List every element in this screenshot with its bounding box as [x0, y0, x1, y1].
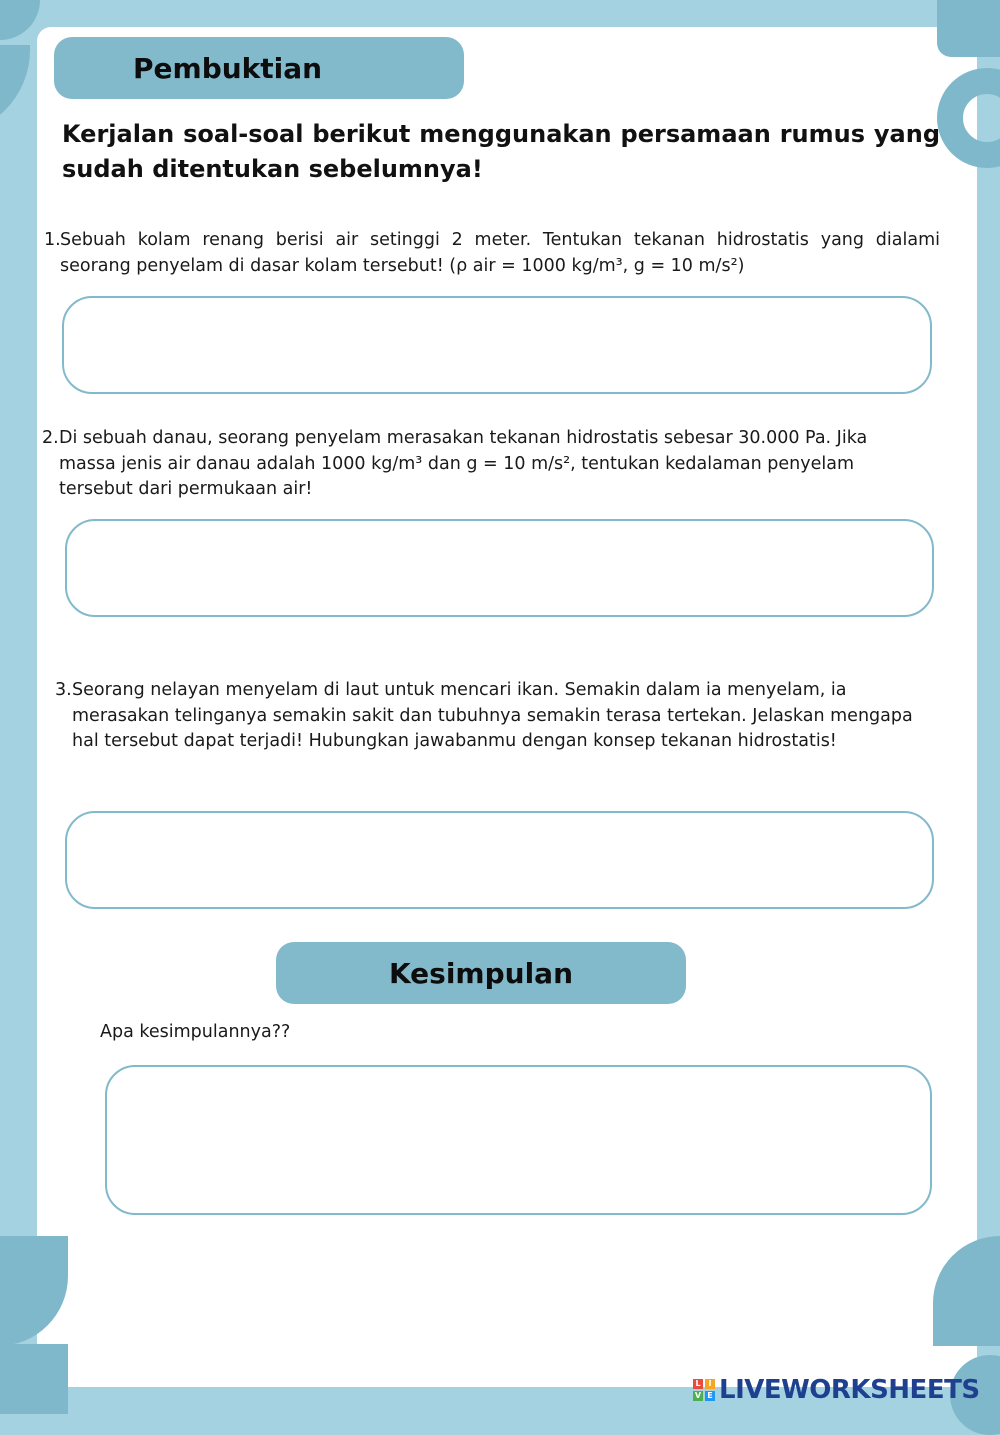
question-1 — [44, 228, 940, 279]
question-2 — [42, 426, 922, 503]
logo-mark-tile: I — [705, 1379, 715, 1389]
corner-decoration-top-left-arc — [0, 45, 30, 135]
question-number: 2. — [42, 428, 59, 448]
logo-mark-tile: V — [694, 1391, 702, 1400]
logo-text: LIVEWORKSHEETS — [719, 1375, 980, 1405]
section-header-pembuktian: Pembuktian — [54, 37, 464, 99]
question-text: Seorang nelayan menyelam di laut untuk mencari ikan. Semakin dalam ia menyelam, ia merasakan telinganya semakin sakit dan tubuhnya semakin terasa tertekan. Jelaskan mengapa hal tersebut dapat terjadi! Hubungkan jawabanmu dengan konsep tekanan hidrostatis! — [72, 680, 913, 751]
answer-box-1[interactable] — [62, 296, 932, 394]
question-number: 3. — [55, 680, 72, 700]
question-text: Sebuah kolam renang berisi air setinggi 2 meter. Tentukan tekanan hidrostatis yang dialami seorang penyelam di dasar kolam tersebut! (ρ air = 1000 kg/m³, g = 10 m/s²) — [60, 230, 940, 276]
logo-mark-icon — [693, 1379, 715, 1401]
corner-decoration-top-right — [937, 0, 1000, 57]
logo-mark-tile: L — [693, 1379, 703, 1389]
corner-decoration-bottom-left-square — [0, 1344, 68, 1414]
answer-box-2[interactable] — [65, 519, 934, 617]
section-header-kesimpulan: Kesimpulan — [276, 942, 686, 1004]
conclusion-answer-box[interactable] — [105, 1065, 932, 1215]
instruction-text: Kerjalan soal-soal berikut menggunakan persamaan rumus yang sudah ditentukan sebelumnya! — [62, 120, 940, 183]
question-3 — [55, 678, 915, 755]
answer-box-3[interactable] — [65, 811, 934, 909]
corner-decoration-top-left — [0, 0, 40, 40]
logo-mark-tile: E — [705, 1391, 715, 1401]
conclusion-prompt: Apa kesimpulannya?? — [100, 1022, 291, 1042]
liveworksheets-logo — [693, 1374, 980, 1406]
question-number: 1. — [44, 230, 61, 250]
question-text: Di sebuah danau, seorang penyelam merasakan tekanan hidrostatis sebesar 30.000 Pa. Jika massa jenis air danau adalah 1000 kg/m³ dan g = 10 m/s², tentukan kedalaman penyelam tersebut dari permukaan air! — [59, 428, 868, 499]
